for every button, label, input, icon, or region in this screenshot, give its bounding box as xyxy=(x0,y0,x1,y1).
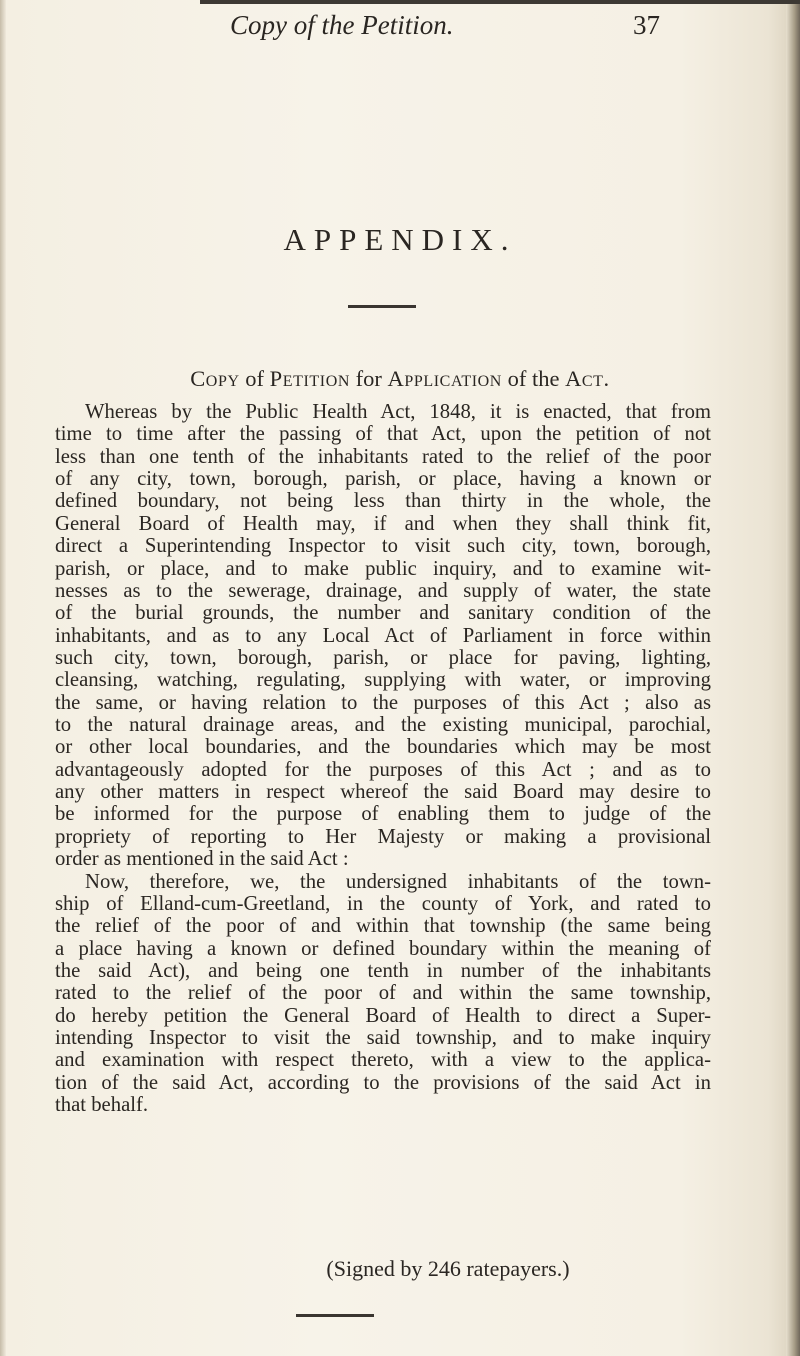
text-line: defined boundary, not being less than thirty in the whole, the xyxy=(55,490,711,513)
text-line: propriety of reporting to Her Majesty or making a provisional xyxy=(55,825,711,848)
text-line: tion of the said Act, according to the provisions of the said Act in xyxy=(55,1071,711,1094)
page-right-edge xyxy=(786,0,800,1356)
text-line: of the burial grounds, the number and sanitary condition of the xyxy=(55,602,711,625)
text-line: General Board of Health may, if and when they shall think fit, xyxy=(55,512,711,535)
end-divider xyxy=(296,1314,374,1317)
text-line: Whereas by the Public Health Act, 1848, it is enacted, that from xyxy=(85,401,711,423)
running-head xyxy=(200,10,660,50)
text-line: the same, or having relation to the purposes of this Act ; also as xyxy=(55,691,711,714)
text-line: and examination with respect thereto, with a view to the applica- xyxy=(55,1049,711,1072)
subtitle-of: of xyxy=(239,366,270,391)
text-line: less than one tenth of the inhabitants rated to the relief of the poor xyxy=(55,445,711,468)
page-left-edge xyxy=(0,0,6,1356)
paragraph-container xyxy=(55,401,711,1117)
text-line: or other local boundaries, and the boundaries which may be most xyxy=(55,736,711,759)
text-line: order as mentioned in the said Act : xyxy=(55,848,349,871)
subtitle-application: Application xyxy=(387,366,502,391)
subtitle-of-the: of the xyxy=(501,366,566,391)
text-line: cleansing, watching, regulating, supplying with water, or improving xyxy=(55,669,711,692)
text-line: time to time after the passing of that Act, upon the petition of not xyxy=(55,423,711,446)
signature-line: (Signed by 246 ratepayers.) xyxy=(326,1256,570,1281)
subtitle-copy: Copy xyxy=(190,366,240,391)
text-line: inhabitants, and as to any Local Act of Parliament in force within xyxy=(55,624,711,647)
subtitle-petition: Petition xyxy=(269,366,351,391)
text-line: that behalf. xyxy=(55,1094,149,1117)
paragraph xyxy=(55,401,711,871)
heading-divider xyxy=(348,305,416,308)
text-line: do hereby petition the General Board of Health to direct a Super- xyxy=(55,1004,711,1027)
top-rule xyxy=(200,0,800,4)
text-line: Now, therefore, we, the undersigned inhabitants of the town- xyxy=(85,870,711,893)
page-number: 37 xyxy=(633,10,660,40)
text-line: parish, or place, and to make public inquiry, and to examine wit- xyxy=(55,557,711,580)
text-line: of any city, town, borough, parish, or place, having a known or xyxy=(55,468,711,491)
text-line: such city, town, borough, parish, or place for paving, lighting, xyxy=(55,646,711,669)
text-line: the said Act), and being one tenth in number of the inhabitants xyxy=(55,959,711,982)
text-line: be informed for the purpose of enabling them to judge of the xyxy=(55,803,711,826)
text-line: ship of Elland-cum-Greetland, in the county of York, and rated to xyxy=(55,892,711,915)
running-title: Copy of the Petition. xyxy=(230,10,454,40)
subtitle-for: for xyxy=(350,366,388,391)
text-line: intending Inspector to visit the said township, and to make inquiry xyxy=(55,1027,711,1050)
paragraph xyxy=(55,871,711,1117)
appendix-heading: APPENDIX. xyxy=(283,222,517,257)
text-line: the relief of the poor of and within that township (the same being xyxy=(55,915,711,938)
text-line: any other matters in respect whereof the said Board may desire to xyxy=(55,781,711,804)
text-line: to the natural drainage areas, and the existing municipal, parochial, xyxy=(55,714,711,737)
text-line: advantageously adopted for the purposes of this Act ; and as to xyxy=(55,758,711,781)
text-line: a place having a known or defined boundary within the meaning of xyxy=(55,937,711,960)
petition-subtitle xyxy=(0,366,800,392)
petition-body xyxy=(55,401,711,1117)
subtitle-act: Act. xyxy=(565,366,610,391)
text-line: nesses as to the sewerage, drainage, and supply of water, the state xyxy=(55,579,711,602)
text-line: rated to the relief of the poor of and within the same township, xyxy=(55,982,711,1005)
text-line: direct a Superintending Inspector to visit such city, town, borough, xyxy=(55,535,711,558)
